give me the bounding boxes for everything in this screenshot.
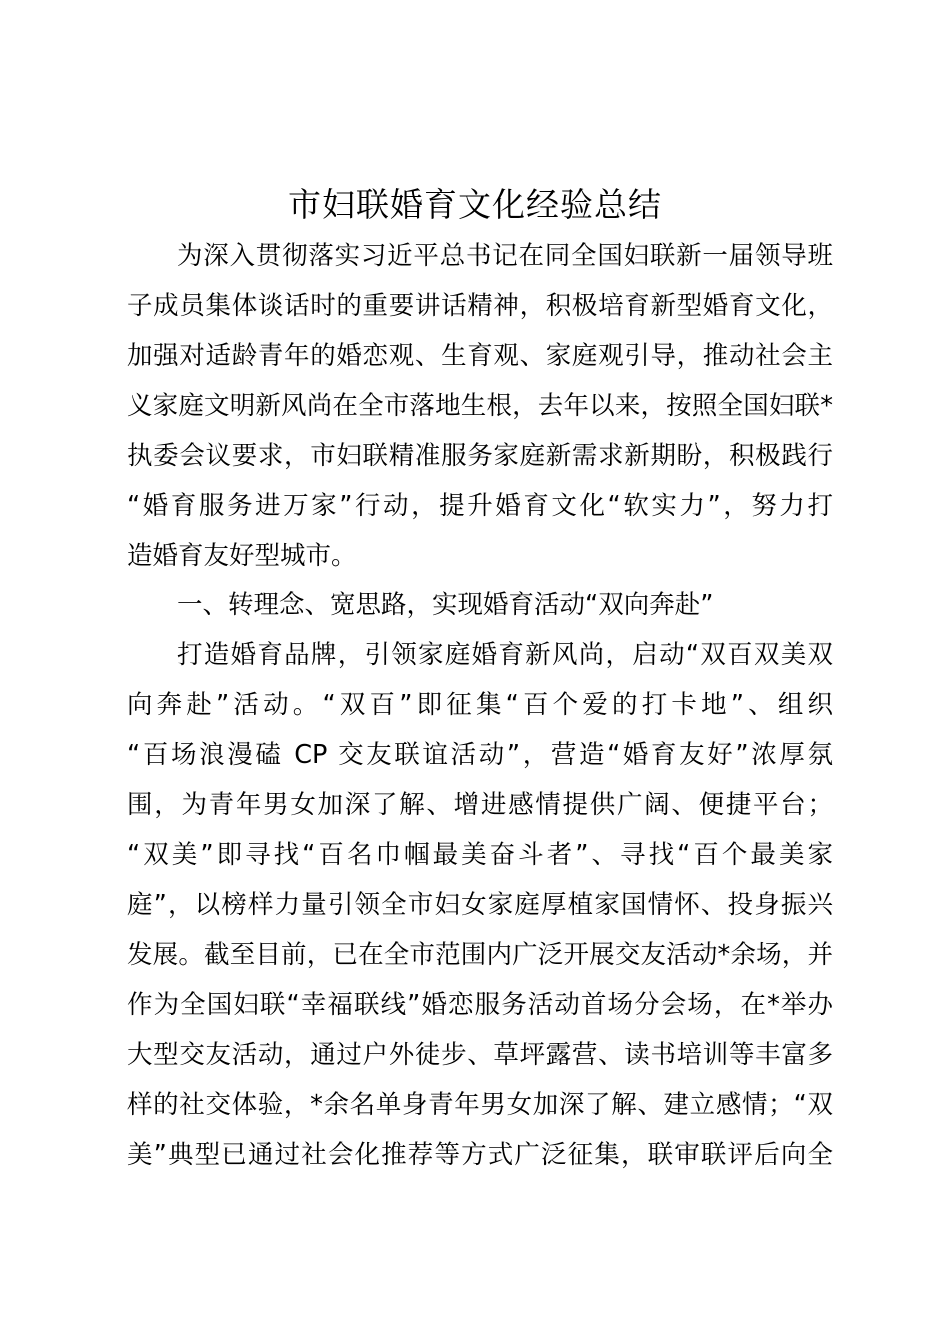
paragraph-line: 作为全国妇联“幸福联线”婚恋服务活动首场分会场，在*举办 <box>127 990 833 1020</box>
paragraph-line: “百场浪漫磕 CP 交友联谊活动”，营造“婚育友好”浓厚氛 <box>127 740 833 770</box>
paragraph-line: 执委会议要求，市妇联精准服务家庭新需求新期盼，积极践行 <box>127 441 833 471</box>
paragraph-line: “婚育服务进万家”行动，提升婚育文化“软实力”，努力打 <box>127 491 833 521</box>
paragraph-line: 样的社交体验，*余名单身青年男女加深了解、建立感情；“双 <box>127 1090 833 1120</box>
paragraph-line: 子成员集体谈话时的重要讲话精神，积极培育新型婚育文化， <box>127 291 833 321</box>
paragraph-line: 加强对适龄青年的婚恋观、生育观、家庭观引导，推动社会主 <box>127 341 833 371</box>
paragraph-line: 打造婚育品牌，引领家庭婚育新风尚，启动“双百双美双 <box>177 640 833 670</box>
document-title: 市妇联婚育文化经验总结 <box>288 185 662 224</box>
section-heading: 一、转理念、宽思路，实现婚育活动“双向奔赴” <box>177 590 714 620</box>
paragraph-line: 美”典型已通过社会化推荐等方式广泛征集，联审联评后向全 <box>127 1140 833 1170</box>
paragraph-line: 大型交友活动，通过户外徒步、草坪露营、读书培训等丰富多 <box>127 1040 833 1070</box>
paragraph-line: 庭”，以榜样力量引领全市妇女家庭厚植家国情怀、投身振兴 <box>127 890 833 920</box>
paragraph-line: 发展。截至目前，已在全市范围内广泛开展交友活动*余场，并 <box>127 940 833 970</box>
paragraph-line: 向奔赴”活动。“双百”即征集“百个爱的打卡地”、组织 <box>127 690 833 720</box>
paragraph-line: 围，为青年男女加深了解、增进感情提供广阔、便捷平台； <box>127 790 833 820</box>
paragraph-line: 为深入贯彻落实习近平总书记在同全国妇联新一届领导班 <box>177 241 833 271</box>
paragraph-line: 义家庭文明新风尚在全市落地生根，去年以来，按照全国妇联* <box>127 391 833 421</box>
paragraph-line: “双美”即寻找“百名巾帼最美奋斗者”、寻找“百个最美家 <box>127 840 833 870</box>
paragraph-line: 造婚育友好型城市。 <box>127 541 357 571</box>
